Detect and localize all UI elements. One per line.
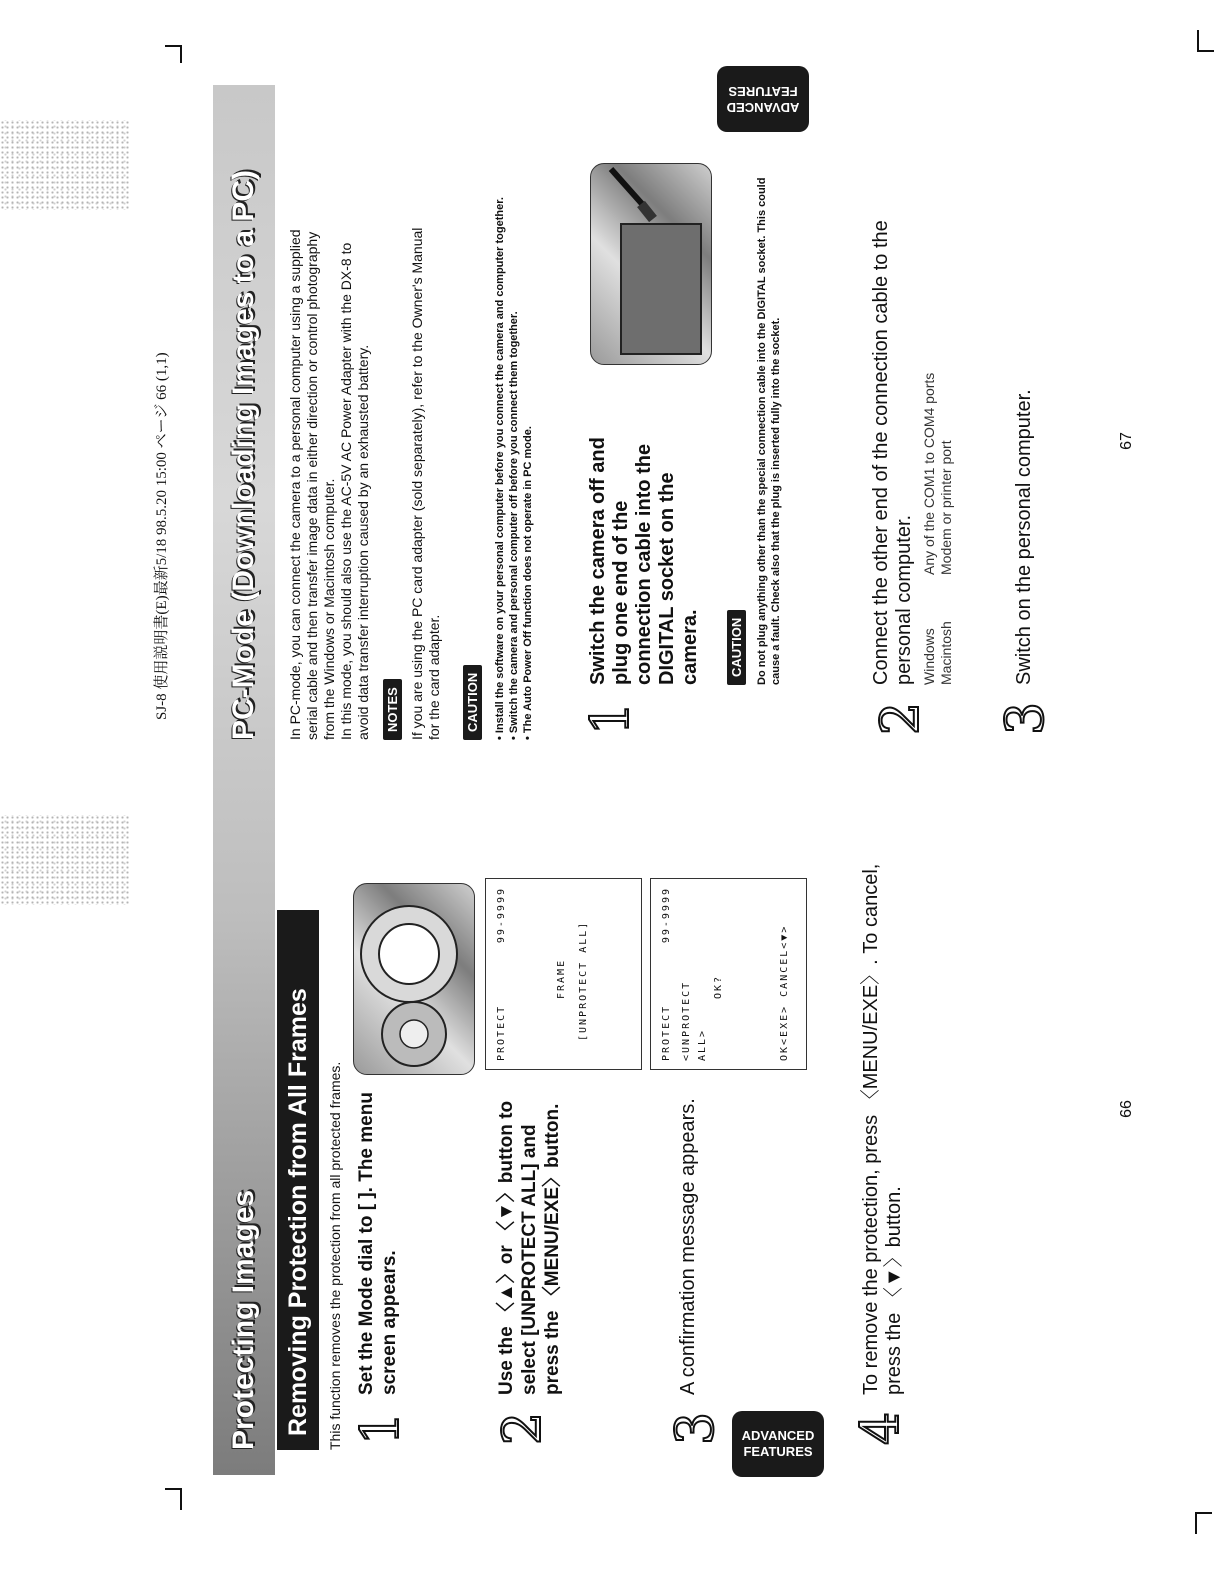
subsection-title: Removing Protection from All Frames: [277, 910, 319, 1450]
crop-mark: [1195, 1512, 1197, 1534]
caution2-block: [727, 610, 746, 685]
step-number: 4: [851, 1411, 911, 1445]
section-title-left: Protecting Images: [227, 1189, 260, 1450]
step-number: 3: [996, 701, 1056, 735]
lcd-counter: 99-9999: [496, 887, 507, 944]
step-number: 2: [493, 1411, 553, 1445]
step-number: 2: [871, 701, 931, 735]
crop-mark: [180, 1488, 182, 1510]
right-intro: In PC-mode, you can connect the camera to a personal computer using a supplied serial cable and then transfer image data in either direction or control photography from the Windows or Macintosh computer. In this mode, you should also use the AC-5V AC Power Adapter with the DX-8 to avoid data transfer interruption caused by an exhausted battery.: [287, 229, 371, 740]
step-text: To remove the protection, press 〈MENU/EXE〉. To cancel, press the 〈▼〉button.: [860, 863, 905, 1395]
mode-dial-photo: [353, 883, 475, 1075]
advanced-features-tab-right: ADVANCED FEATURES: [717, 66, 809, 132]
crop-mark: [1195, 1512, 1212, 1514]
step-text: Use the 〈▲〉or 〈▼〉button to select [UNPROTECT ALL] and press the 〈MENU/EXE〉button.: [496, 1100, 563, 1395]
crop-mark: [180, 45, 182, 63]
section-title-right: PC-Mode (Downloading Images to a PC): [227, 169, 260, 740]
page-number-right: 67: [1117, 432, 1135, 450]
caution-block: [463, 665, 482, 740]
step-number: 1: [581, 701, 641, 735]
scan-noise: [0, 815, 130, 905]
lcd-line: OK?: [713, 974, 724, 999]
caution2-text: Do not plug anything other than the special connection cable into the DIGITAL socket. This could cause a fault. Check also that the plug is inserted fully into the socket.: [756, 177, 782, 685]
document-spread: [205, 25, 1224, 1475]
port-row: MacintoshModem or printer port: [938, 440, 954, 685]
lcd-footer: OK<EXE> CANCEL<▼>: [779, 924, 790, 1061]
lcd-counter: 99-9999: [661, 887, 672, 944]
cable-icon: [591, 164, 711, 364]
port-row: WindowsAny of the COM1 to COM4 ports: [921, 372, 937, 685]
advanced-features-tab-left: ADVANCED FEATURES: [732, 1411, 824, 1477]
lcd-title: PROTECT: [661, 1004, 672, 1061]
notes-text: If you are using the PC card adapter (sold separately), refer to the Owner's Manual for the card adapter.: [409, 227, 442, 740]
caution2-label: CAUTION: [727, 610, 746, 685]
lcd-screen-confirm: [650, 878, 807, 1070]
step-number: 1: [351, 1411, 411, 1445]
notes-block: [383, 679, 402, 740]
lcd-line: FRAME: [556, 958, 567, 999]
step-text: A confirmation message appears.: [677, 1098, 699, 1395]
step-number: 3: [666, 1411, 726, 1445]
notes-label: NOTES: [383, 679, 402, 740]
lcd-screen-protect: [485, 878, 642, 1070]
lcd-line: ALL>: [697, 1028, 708, 1061]
step-text: Connect the other end of the connection cable to the personal computer.: [870, 220, 915, 685]
step-text: Switch the camera off and plug one end of the connection cable into the DIGITAL socket on the camera.: [587, 437, 701, 685]
scan-noise: [0, 120, 130, 210]
lcd-line: [UNPROTECT ALL]: [578, 920, 589, 1041]
step-text: Switch on the personal computer.: [1013, 389, 1035, 685]
cable-plug-photo: [590, 163, 712, 365]
lcd-title: PROTECT: [496, 1004, 507, 1061]
print-header: SJ-8 使用説明書(E)最新5/18 98.5.20 15:00 ページ 66 (1,1): [154, 352, 170, 720]
step-text: Set the Mode dial to [ ]. The menu screen appears.: [356, 1092, 400, 1395]
caution-list: • Install the software on your personal computer before you connect the camera and computer together. • Switch the camera and personal computer off before you connect them together. • The Auto Power Off function does not operate in PC mode.: [494, 197, 534, 740]
mode-dial-icon: [354, 884, 474, 1074]
page-number-left: 66: [1117, 1100, 1135, 1118]
left-intro: This function removes the protection from all protected frames.: [327, 1061, 343, 1450]
caution-label: CAUTION: [463, 665, 482, 740]
crop-mark: [165, 45, 182, 47]
crop-mark: [165, 1488, 182, 1490]
lcd-line: <UNPROTECT: [681, 980, 692, 1061]
ports-table: [921, 165, 955, 685]
